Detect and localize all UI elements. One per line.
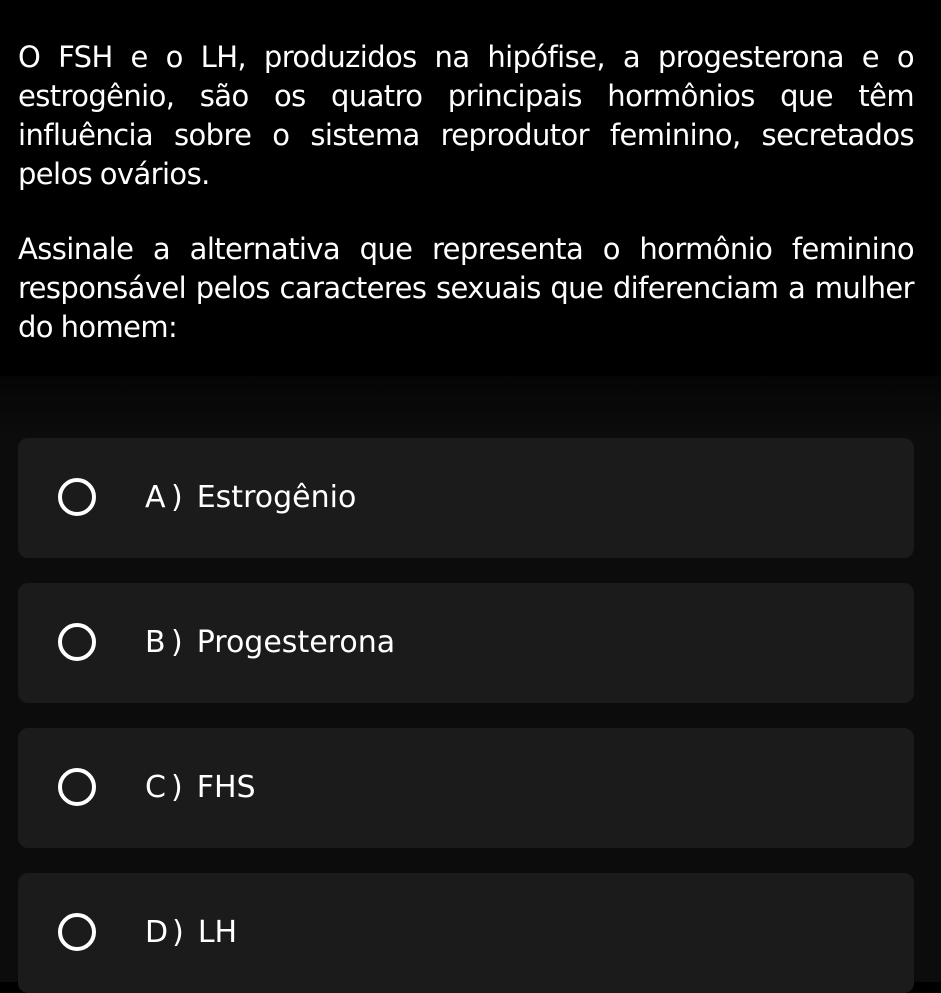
option-letter: B bbox=[145, 625, 166, 660]
option-text: Progesterona bbox=[196, 625, 396, 660]
option-paren: ) bbox=[171, 480, 183, 515]
option-paren: ) bbox=[171, 770, 183, 805]
option-text: LH bbox=[197, 915, 238, 950]
option-d-label bbox=[145, 913, 237, 953]
option-letter: C bbox=[145, 770, 166, 805]
option-paren: ) bbox=[172, 915, 184, 950]
option-b-label bbox=[145, 623, 395, 663]
option-text: FHS bbox=[196, 770, 256, 805]
option-a[interactable] bbox=[18, 438, 914, 558]
radio-icon[interactable] bbox=[58, 623, 96, 661]
option-text: Estrogênio bbox=[196, 480, 357, 515]
option-c[interactable] bbox=[18, 728, 914, 848]
radio-icon[interactable] bbox=[58, 913, 96, 951]
radio-icon[interactable] bbox=[58, 478, 96, 516]
question-text bbox=[18, 38, 914, 347]
option-d[interactable] bbox=[18, 873, 914, 993]
option-b[interactable] bbox=[18, 583, 914, 703]
question-prompt: Assinale a alternativa que representa o hormônio feminino responsável pelos caracteres sexuais que diferenciam a mulher do homem: bbox=[18, 232, 914, 344]
question-statement: O FSH e o LH, produzidos na hipófise, a progesterona e o estrogênio, são os quatro principais hormônios que têm influência sobre o sistema reprodutor feminino, secretados pelos ovários. bbox=[18, 40, 914, 191]
radio-icon[interactable] bbox=[58, 768, 96, 806]
option-a-label bbox=[145, 478, 356, 518]
option-paren: ) bbox=[171, 625, 183, 660]
option-c-label bbox=[145, 768, 256, 808]
option-letter: D bbox=[145, 915, 169, 950]
option-letter: A bbox=[145, 480, 166, 515]
